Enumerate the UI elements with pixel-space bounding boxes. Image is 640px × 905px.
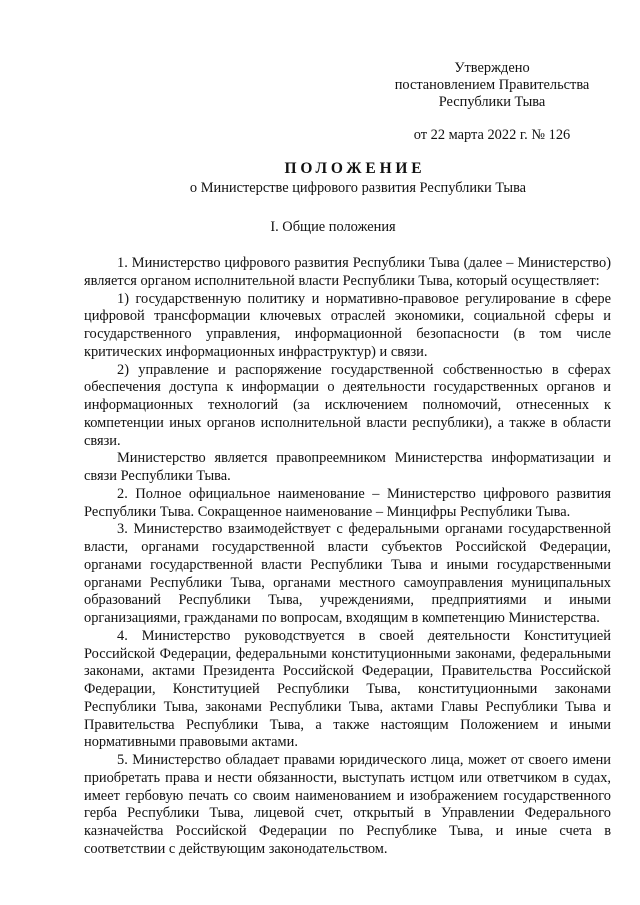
approval-date: от 22 марта 2022 г. № 126	[413, 127, 571, 143]
approval-line-resolution: постановлением Правительства	[394, 77, 590, 93]
document-subtitle: о Министерстве цифрового развития Республики Тыва	[189, 180, 527, 196]
paragraph-3: 3. Министерство взаимодействует с федеральными органами государственной власти, органами государственной власти субъектов Российской Федерации, органами государственной власти Республики Тыва и иными государственными органами Республики Тыва, органами местного самоуправления муниципальных образований Республики Тыва, учреждениями, предприятиями и иными организациями, гражданами по вопросам, входящим в компетенцию Министерства.	[84, 521, 611, 626]
approval-line-republic: Республики Тыва	[438, 94, 546, 110]
paragraph-successor: Министерство является правопреемником Министерства информатизации и связи Республики Тыва.	[84, 450, 611, 484]
paragraph-1-item-1: 1) государственную политику и нормативно-правовое регулирование в сфере цифровой трансформации ключевых отраслей экономики, социальной сферы и государственного управления, информационной безопасности (в том числе критических информационных инфраструктур) и связи.	[84, 290, 611, 360]
approval-line-approved: Утверждено	[454, 60, 530, 76]
section-heading: I. Общие положения	[270, 219, 396, 235]
paragraph-5: 5. Министерство обладает правами юридического лица, может от своего имени приобретать права и нести обязанности, выступать истцом или ответчиком в судах, имеет гербовую печать со своим наименованием и изображением государственного герба Республики Тыва, лицевой счет, открытый в Управлении Федерального казначейства Российской Федерации по Республике Тыва, и иные счета в соответствии с действующим законодательством.	[84, 752, 611, 857]
paragraph-4: 4. Министерство руководствуется в своей деятельности Конституцией Российской Федерации, федеральными конституционными законами, федеральными законами, актами Президента Российской Федерации, Правительства Российской Федерации, Конституцией Республики Тыва, конституционными законами Республики Тыва, законами Республики Тыва, актами Главы Республики Тыва и Правительства Республики Тыва, а также настоящим Положением и иными нормативными правовыми актами.	[84, 627, 611, 751]
document-body	[84, 255, 611, 859]
approval-block	[392, 60, 592, 144]
paragraph-2: 2. Полное официальное наименование – Министерство цифрового развития Республики Тыва. Сокращенное наименование – Минцифры Республики Тыва.	[84, 485, 611, 520]
document-title: ПОЛОЖЕНИЕ	[284, 160, 426, 177]
paragraph-1-item-2: 2) управление и распоряжение государственной собственностью в сферах обеспечения доступа к информации о деятельности государственных органов и информационных технологий (за исключением полномочий, отнесенных к компетенции иных органов исполнительной власти республики), а также в области связи.	[84, 361, 611, 449]
paragraph-1: 1. Министерство цифрового развития Республики Тыва (далее – Министерство) является органом исполнительной власти Республики Тыва, который осуществляет:	[84, 255, 611, 289]
